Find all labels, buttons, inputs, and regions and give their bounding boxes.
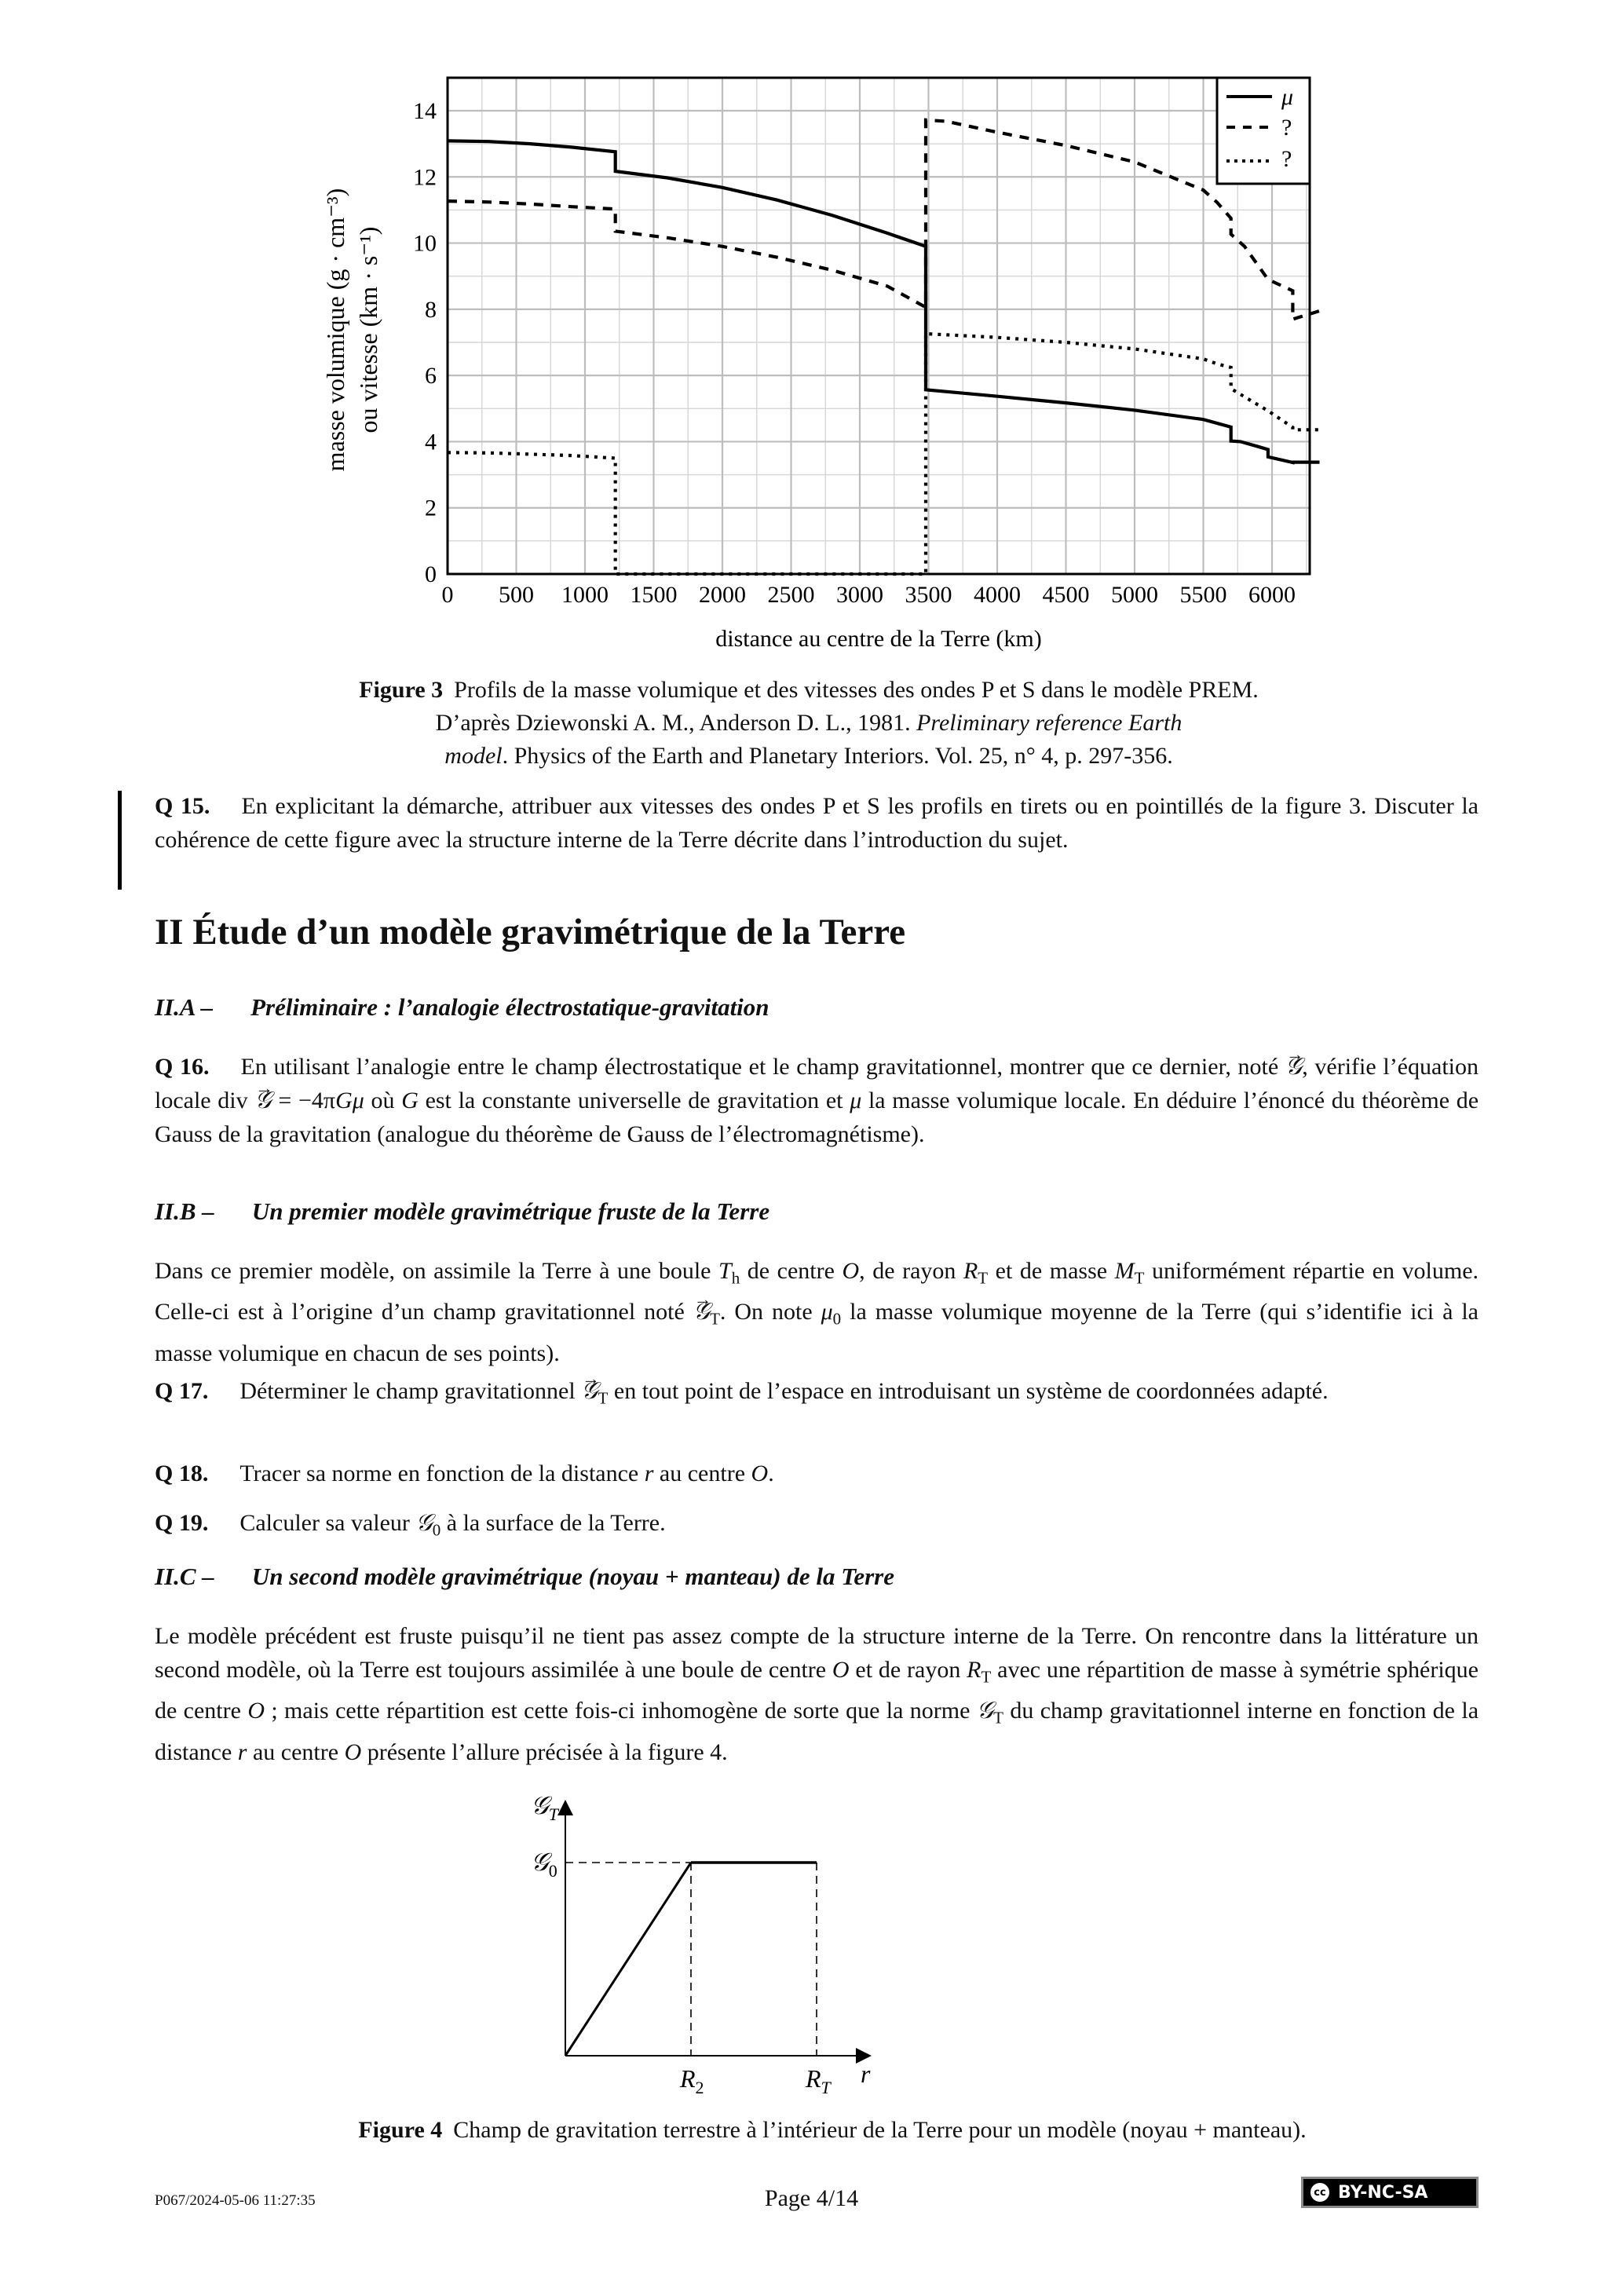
x-tick-label: 1000 bbox=[561, 582, 609, 608]
math-R: R bbox=[963, 1258, 978, 1284]
x-tick-label: 500 bbox=[499, 582, 534, 608]
text: avec une répartition de masse à symétrie sphérique de centre bbox=[155, 1657, 1479, 1724]
caption-citation-title: Preliminary reference Earth bbox=[916, 710, 1183, 736]
license-badge bbox=[1301, 2177, 1479, 2208]
subsection-number: II.A – bbox=[155, 993, 214, 1021]
text: du champ gravitationnel interne en fonction de la distance bbox=[155, 1698, 1479, 1765]
x-tick-label: 3500 bbox=[905, 582, 952, 608]
section-title: II Étude d’un modèle gravimétrique de la Terre bbox=[155, 912, 906, 952]
caption-citation-title-end: model bbox=[444, 743, 503, 769]
text: Calculer sa valeur bbox=[239, 1510, 416, 1536]
text: uniformément répartie en volume. Celle-ci est à l’origine d’un champ gravitationnel noté bbox=[155, 1258, 1479, 1325]
figure3-caption-text: Profils de la masse volumique et des vitesses des ondes P et S dans le modèle PREM. bbox=[454, 677, 1259, 703]
series-layer bbox=[448, 120, 1320, 574]
math-O: O bbox=[344, 1738, 362, 1765]
question-label: Q 19. bbox=[155, 1510, 209, 1536]
text: en tout point de l’espace en introduisant un système de coordonnées adapté. bbox=[608, 1378, 1329, 1404]
y-axis-label-line2: ou vitesse (km · s⁻¹) bbox=[354, 226, 382, 433]
question-16 bbox=[155, 1050, 1479, 1151]
text: est la constante universelle de gravitation et bbox=[418, 1088, 850, 1113]
change-marker-bar bbox=[118, 791, 122, 890]
caption-citation-journal: . Physics of the Earth and Planetary Interiors. Vol. 25, n° 4, p. 297-356. bbox=[502, 743, 1173, 769]
subscript: 0 bbox=[832, 1309, 842, 1329]
math-O: O bbox=[247, 1698, 265, 1724]
y-tick-label: 10 bbox=[413, 230, 437, 257]
figure4-caption-text: Champ de gravitation terrestre à l’intérieur de la Terre pour un modèle (noyau + manteau). bbox=[453, 2117, 1307, 2143]
figure3-caption-line3 bbox=[220, 740, 1398, 773]
text: de centre bbox=[740, 1258, 843, 1284]
profile-linear-segment bbox=[565, 1863, 691, 2056]
series-line-solid bbox=[448, 141, 1320, 462]
y-axis-label: 𝒢$_T$ bbox=[531, 1791, 559, 1824]
text: et de masse bbox=[988, 1258, 1115, 1284]
subscript: T bbox=[710, 1309, 720, 1329]
series-line-dotted bbox=[448, 334, 1320, 574]
text: la masse volumique moyenne de la Terre (qui s’identifie ici à la masse volumique en chacun de ses points). bbox=[155, 1299, 1479, 1366]
text: Le modèle précédent est fruste puisqu’il ne tient pas assez compte de la structure interne de la Terre. On rencontre dans la littérature un second modèle, où la Terre est toujours assimilée à une boule de centre bbox=[155, 1623, 1479, 1683]
figure4-label: Figure 4 bbox=[358, 2117, 443, 2143]
math-g: 𝒢 bbox=[976, 1698, 994, 1724]
figure3-chart bbox=[0, 0, 1623, 707]
paragraph-2c bbox=[155, 1619, 1479, 1769]
subsection-number: II.B – bbox=[155, 1197, 214, 1225]
math-r: r bbox=[644, 1461, 654, 1486]
subsection-2c-title bbox=[155, 1563, 894, 1591]
figure3-caption-line2 bbox=[220, 707, 1398, 740]
x-axis-label: distance au centre de la Terre (km) bbox=[715, 626, 1042, 652]
x-axis-label: r bbox=[861, 2060, 871, 2088]
y-tick-labels bbox=[413, 98, 437, 587]
math-T: T bbox=[718, 1258, 732, 1284]
text: où bbox=[364, 1088, 402, 1113]
major-grid bbox=[448, 78, 1310, 574]
figure3-caption bbox=[220, 674, 1398, 773]
question-18 bbox=[155, 1457, 1479, 1490]
subscript: h bbox=[731, 1268, 740, 1288]
math-r: r bbox=[237, 1738, 247, 1765]
y-tick-label: 12 bbox=[413, 164, 437, 191]
subscript: 0 bbox=[432, 1520, 441, 1540]
x-tick-label: 5000 bbox=[1111, 582, 1158, 608]
x-tick-label: 1500 bbox=[630, 582, 678, 608]
figure4-diagram bbox=[503, 1782, 1131, 2112]
question-label: Q 15. bbox=[155, 793, 210, 819]
subsection-heading: Un second modèle gravimétrique (noyau + manteau) de la Terre bbox=[251, 1563, 894, 1590]
footer-document-id: P067/2024-05-06 11:27:35 bbox=[155, 2192, 316, 2209]
g0-label: 𝒢$_0$ bbox=[531, 1848, 557, 1881]
text: , vérifie l’équation locale div bbox=[155, 1054, 1479, 1113]
question-label: Q 16. bbox=[155, 1054, 210, 1080]
license-text: BY-NC-SA bbox=[1338, 2182, 1428, 2203]
minor-grid bbox=[448, 78, 1310, 574]
legend-label-dotted: ? bbox=[1281, 146, 1292, 172]
text: , de rayon bbox=[859, 1258, 963, 1284]
vector-g: → 𝒢 bbox=[1285, 1050, 1302, 1084]
r2-label: $R_2$ bbox=[680, 2064, 704, 2097]
question-19 bbox=[155, 1506, 1479, 1547]
text: ; mais cette répartition est cette fois-ci inhomogène de sorte que la norme bbox=[265, 1698, 977, 1724]
paragraph-2b bbox=[155, 1254, 1479, 1370]
math-O: O bbox=[832, 1657, 850, 1683]
figure4-caption bbox=[141, 2114, 1523, 2147]
y-tick-label: 4 bbox=[425, 429, 437, 455]
x-tick-labels bbox=[442, 582, 1296, 608]
subscript: T bbox=[598, 1388, 609, 1408]
plot-frame bbox=[448, 78, 1310, 574]
question-15 bbox=[155, 789, 1479, 857]
x-tick-label: 2500 bbox=[767, 582, 815, 608]
y-tick-label: 14 bbox=[413, 98, 437, 124]
y-axis-label-line1: masse volumique (g · cm⁻³) bbox=[321, 188, 349, 472]
legend-box bbox=[1217, 78, 1310, 184]
series-line-dashed bbox=[448, 120, 1320, 320]
question-label: Q 17. bbox=[155, 1378, 209, 1404]
text: . bbox=[768, 1461, 774, 1486]
legend-label-mu: μ bbox=[1281, 84, 1294, 110]
question-17 bbox=[155, 1374, 1479, 1415]
caption-citation-authors: D’après Dziewonski A. M., Anderson D. L., 1981. bbox=[435, 710, 917, 736]
question-text: En explicitant la démarche, attribuer aux vitesses des ondes P et S les profils en tirets ou en pointillés de la figure 3. Discuter la cohérence de cette figure avec la structure interne de la Terre décrite dans l’introduction du sujet. bbox=[155, 793, 1479, 853]
x-tick-label: 3000 bbox=[836, 582, 883, 608]
x-tick-label: 6000 bbox=[1248, 582, 1296, 608]
text: au centre bbox=[247, 1738, 345, 1765]
question-label: Q 18. bbox=[155, 1461, 209, 1486]
subscript: T bbox=[993, 1708, 1003, 1727]
math-M: M bbox=[1114, 1258, 1135, 1284]
creative-commons-icon: cc bbox=[1308, 2181, 1332, 2204]
text: Tracer sa norme en fonction de la distance bbox=[239, 1461, 645, 1486]
subsection-2a-title bbox=[155, 993, 769, 1022]
text: au centre bbox=[653, 1461, 751, 1486]
text: présente l’allure précisée à la figure 4. bbox=[361, 1738, 728, 1765]
page-number: Page 4/14 bbox=[764, 2185, 859, 2211]
vector-g: → 𝒢 bbox=[581, 1374, 598, 1408]
text: = −4π bbox=[271, 1088, 336, 1113]
text: et de rayon bbox=[849, 1657, 967, 1683]
text: Déterminer le champ gravitationnel bbox=[239, 1378, 582, 1404]
figure3-caption-line1 bbox=[220, 674, 1398, 707]
legend bbox=[1217, 78, 1310, 184]
subsection-heading: Préliminaire : l’analogie électrostatique-gravitation bbox=[250, 993, 769, 1021]
math-G: G bbox=[335, 1088, 353, 1113]
x-tick-label: 0 bbox=[441, 582, 454, 608]
text: à la surface de la Terre. bbox=[440, 1510, 666, 1536]
math-O: O bbox=[842, 1258, 860, 1284]
x-tick-label: 5500 bbox=[1179, 582, 1227, 608]
legend-label-dashed: ? bbox=[1281, 115, 1292, 141]
y-tick-label: 2 bbox=[425, 495, 437, 521]
text: Dans ce premier modèle, on assimile la Terre à une boule bbox=[155, 1258, 719, 1284]
math-mu: μ bbox=[352, 1088, 364, 1113]
subsection-2b-title bbox=[155, 1197, 769, 1226]
rt-label: $R_T$ bbox=[806, 2064, 831, 2097]
y-tick-label: 6 bbox=[425, 363, 437, 389]
figure3-label: Figure 3 bbox=[359, 677, 444, 703]
math-O: O bbox=[751, 1461, 769, 1486]
text: la masse volumique locale. En déduire l’énoncé du théorème de Gauss de la gravitation (analogue du théorème de Gauss de l’électromagnétisme). bbox=[155, 1088, 1479, 1147]
vector-g: → 𝒢 bbox=[693, 1295, 710, 1329]
y-tick-label: 8 bbox=[425, 296, 437, 323]
math-R: R bbox=[967, 1657, 981, 1683]
subscript: T bbox=[981, 1667, 992, 1687]
y-tick-label: 0 bbox=[425, 561, 437, 587]
subscript: T bbox=[978, 1268, 989, 1288]
x-tick-label: 2000 bbox=[699, 582, 746, 608]
subscript: T bbox=[1134, 1268, 1145, 1288]
math-mu: μ bbox=[821, 1299, 833, 1325]
subsection-heading: Un premier modèle gravimétrique fruste de la Terre bbox=[251, 1197, 770, 1225]
vector-g: → 𝒢 bbox=[254, 1084, 271, 1117]
text: En utilisant l’analogie entre le champ électrostatique et le champ gravitationnel, montrer que ce dernier, noté bbox=[240, 1054, 1285, 1080]
subsection-number: II.C – bbox=[155, 1563, 214, 1590]
x-tick-label: 4500 bbox=[1042, 582, 1090, 608]
math-mu: μ bbox=[850, 1088, 862, 1113]
x-tick-label: 4000 bbox=[974, 582, 1021, 608]
text: . On note bbox=[719, 1299, 821, 1325]
math-g: 𝒢 bbox=[415, 1510, 433, 1536]
math-G: G bbox=[401, 1088, 419, 1113]
